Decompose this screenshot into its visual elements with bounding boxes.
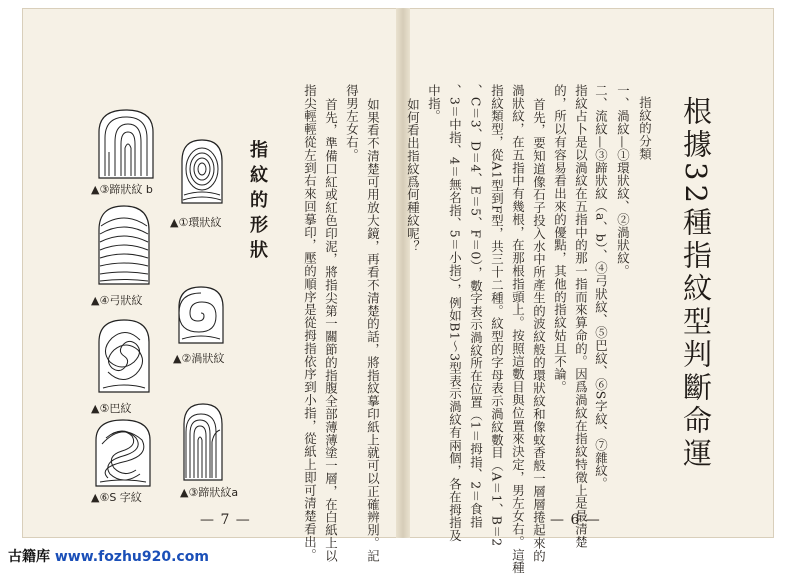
spiral-whorl-icon bbox=[174, 285, 228, 345]
text-column: 、C＝3、D＝4、E＝5、F＝0），數字表示渦紋所在位置（1＝拇指、2＝食指 bbox=[468, 84, 484, 529]
figure-caption: ▲③蹄狀紋 b bbox=[91, 183, 153, 196]
double-loop-icon bbox=[95, 318, 153, 394]
page-number: — 6 — bbox=[550, 512, 601, 528]
s-pattern-icon bbox=[92, 418, 154, 488]
arch-icon bbox=[95, 204, 153, 286]
figure-caption: ▲⑥S 字紋 bbox=[91, 491, 142, 504]
hoof-loop-b-figure bbox=[95, 108, 157, 180]
figure-caption: ▲①環狀紋 bbox=[170, 216, 222, 229]
s-pattern-figure bbox=[92, 418, 154, 488]
text-column: 指紋的分類 bbox=[637, 96, 653, 161]
hoof-loop-a-figure bbox=[180, 402, 226, 482]
text-column: 如何看出指紋爲何種紋呢？ bbox=[405, 98, 421, 253]
whorl-fingerprint-figure bbox=[174, 285, 228, 345]
hoof-loop-a-icon bbox=[180, 402, 226, 482]
text-column: 的，所以有容易看出來的優點，其他的指紋姑且不論。 bbox=[552, 84, 568, 394]
text-column: 渦狀紋，在五指中有幾根，在那根指頭上。按照這數目與位置來決定，男左女右。這種 bbox=[510, 84, 526, 574]
figure-caption: ▲⑤巴紋 bbox=[91, 402, 132, 415]
concentric-loop-icon bbox=[176, 137, 228, 205]
text-column: 首先，要知道像石子投入水中所產生的波紋般的環狀紋和像蚊香般一層層捲起來的 bbox=[531, 98, 547, 563]
arch-fingerprint-figure bbox=[95, 204, 153, 286]
text-column: 中指。 bbox=[426, 84, 442, 123]
double-loop-figure bbox=[95, 318, 153, 394]
chapter-title: 根據32種指紋型判斷命運 bbox=[679, 96, 713, 471]
text-column: 、3＝中指、4＝無名指、5＝小指），例如B1～3型表示渦紋有兩個，各在拇指及 bbox=[447, 84, 463, 543]
text-column: 得男左女右。 bbox=[344, 84, 360, 162]
text-column: 首先，準備口紅或紅色印泥，將指尖第一關節的指腹全部薄薄塗一層，在白紙上以 bbox=[323, 98, 339, 563]
text-column: 指紋類型，從A1型到F型，共三十二種。紋型的字母表示渦紋數目（A＝1、B＝2 bbox=[489, 84, 505, 547]
site-name: 古籍库 bbox=[8, 549, 50, 565]
text-column: 二、流紋—③蹄狀紋（a、b）、④弓狀紋、⑤巴紋、⑥S字紋、⑦雜紋。 bbox=[593, 84, 609, 491]
hoof-loop-b-icon bbox=[95, 108, 157, 180]
text-column: 如果看不清楚可用放大鏡，再看不清楚的話，將指紋摹印紙上就可以正確辨別。記 bbox=[365, 98, 381, 563]
page-number: — 7 — bbox=[200, 512, 251, 528]
book-gutter bbox=[396, 8, 410, 538]
figure-caption: ▲③蹄狀紋a bbox=[180, 486, 239, 499]
section-subtitle: 指紋的形狀 bbox=[247, 140, 268, 265]
text-column: 指尖輕輕從左到右來回摹印，壓的順序是從拇指依序到小指，從紙上即可清楚看出。 bbox=[302, 84, 318, 562]
text-column: 一、渦紋—①環狀紋、②渦狀紋。 bbox=[615, 84, 631, 278]
loop-fingerprint-figure bbox=[176, 137, 228, 205]
site-url[interactable]: www.fozhu920.com bbox=[54, 549, 209, 565]
site-watermark bbox=[8, 546, 209, 566]
figure-caption: ▲④弓狀紋 bbox=[91, 294, 143, 307]
figure-caption: ▲②渦狀紋 bbox=[173, 352, 225, 365]
text-column: 指紋占卜是以渦紋在五指中的那一指而來算命的。因爲渦紋在指紋特徵上是最清楚 bbox=[573, 84, 589, 549]
